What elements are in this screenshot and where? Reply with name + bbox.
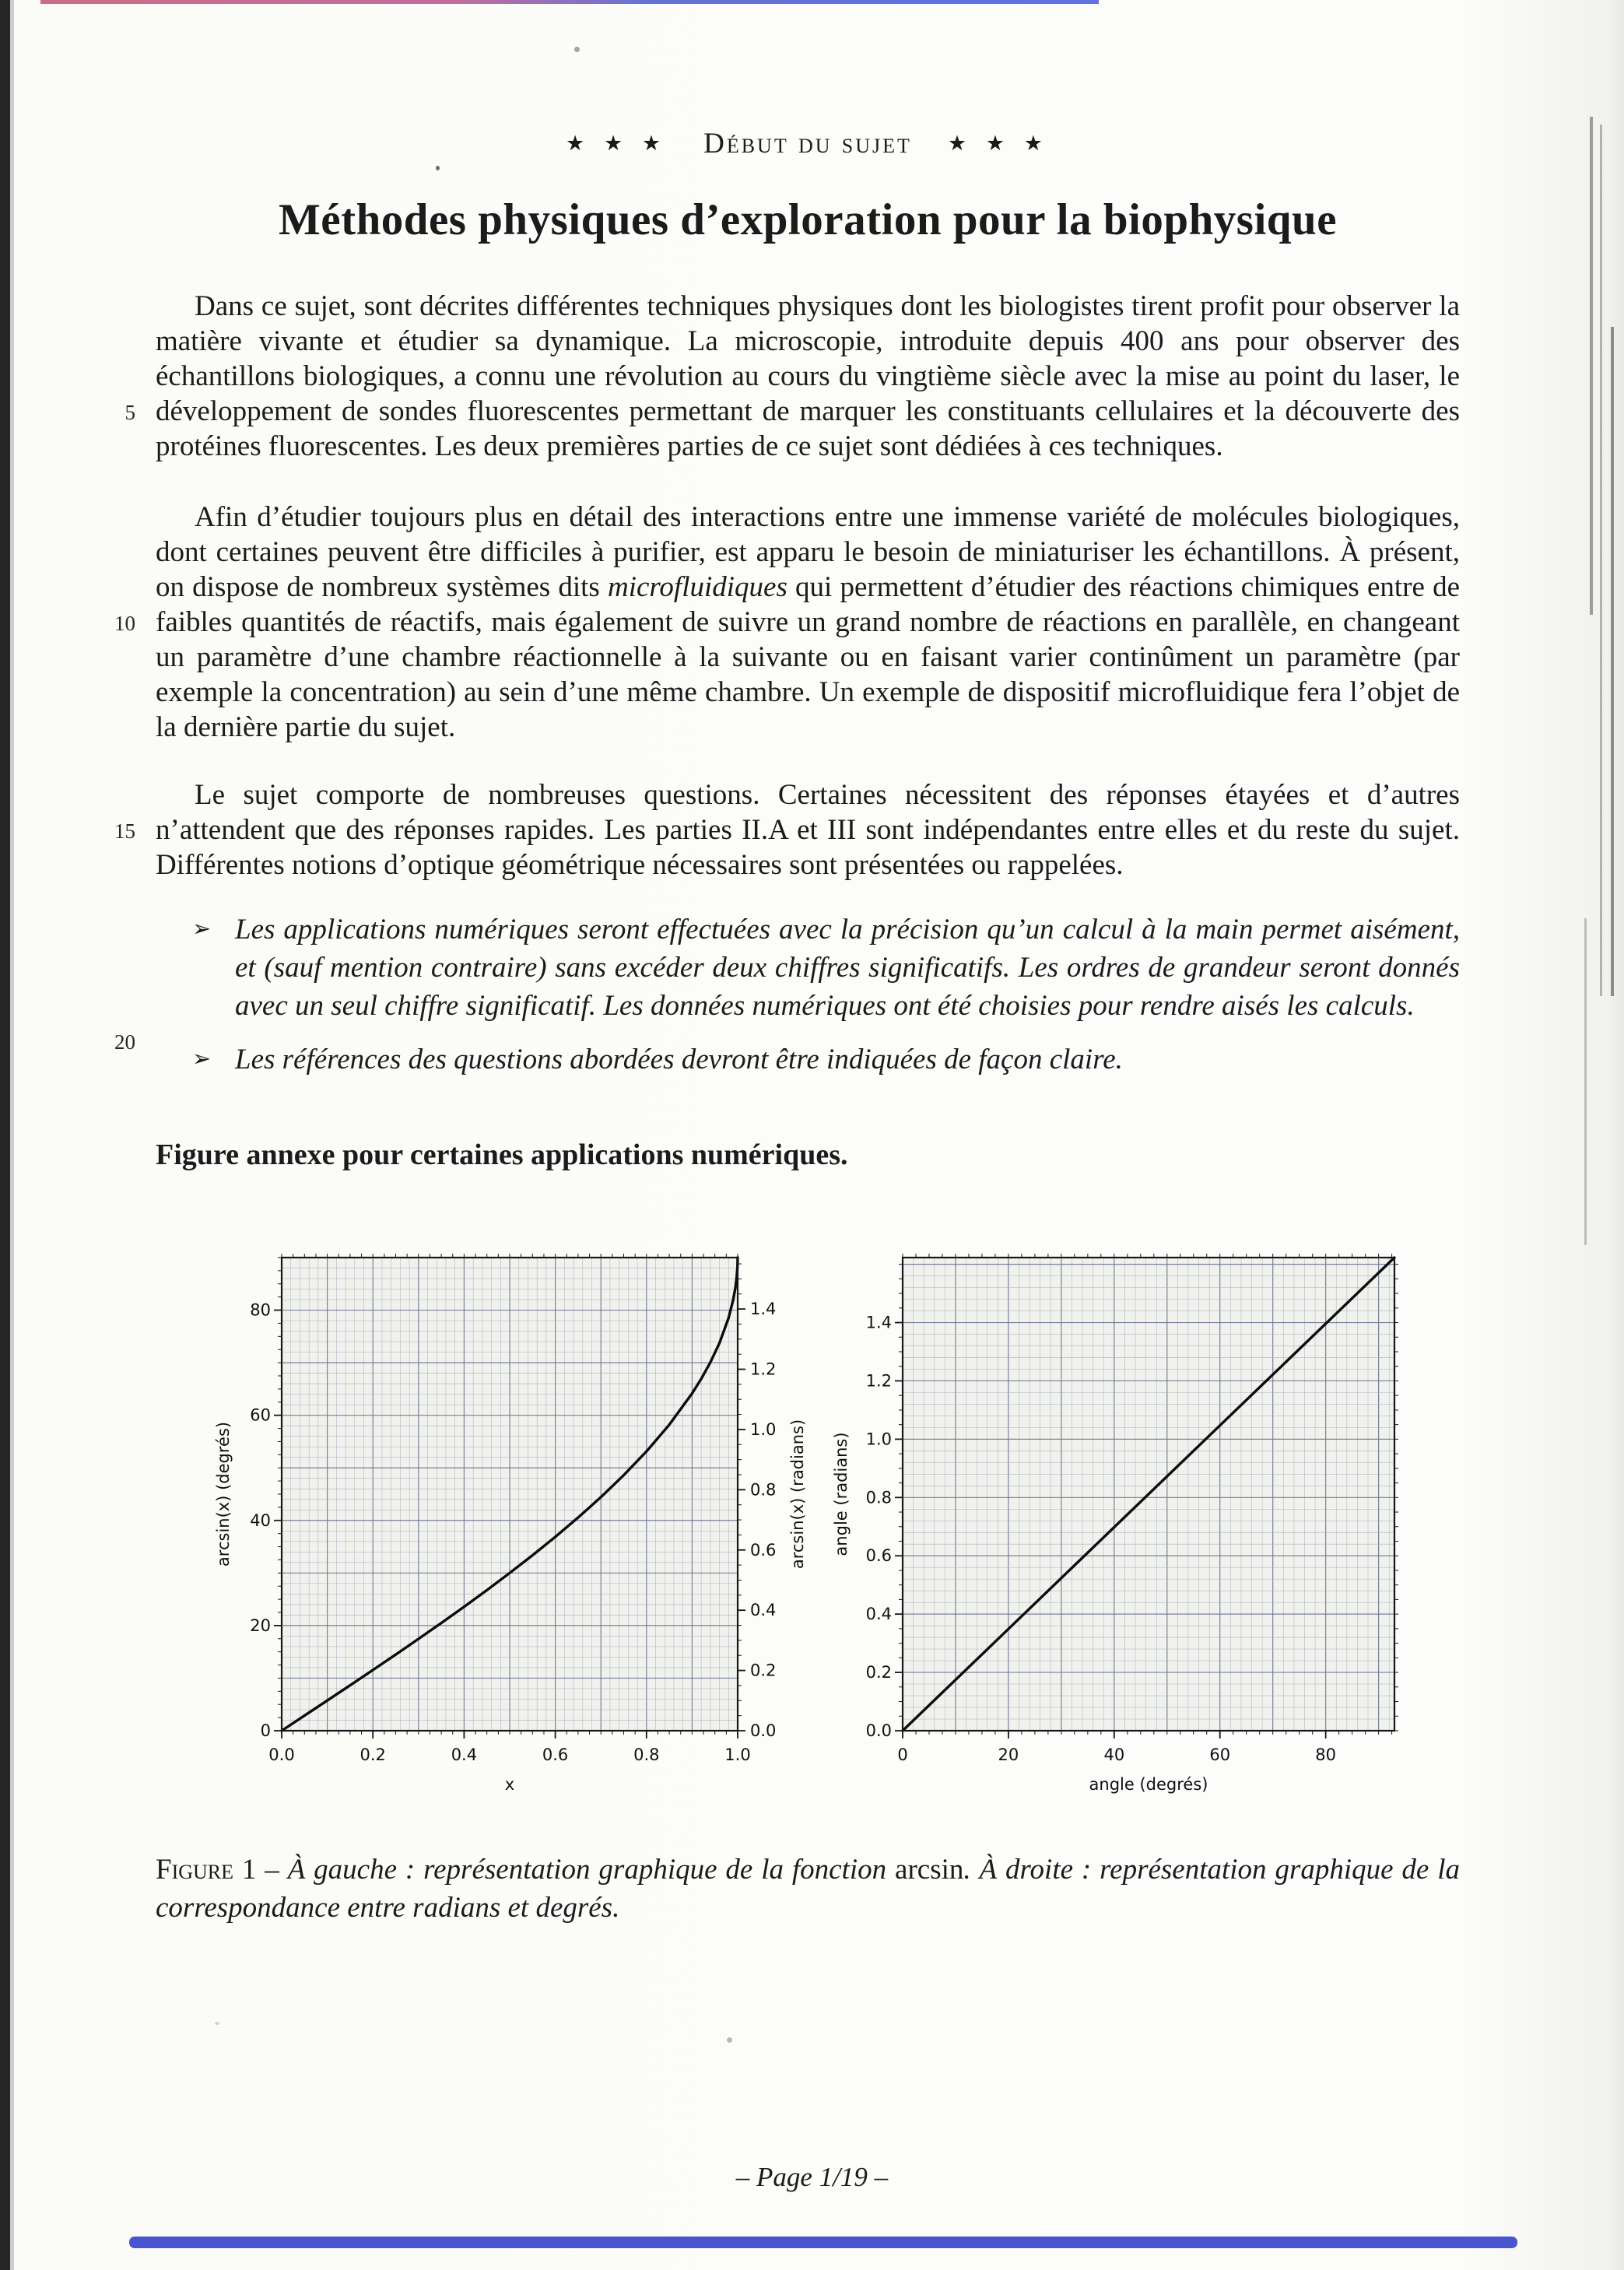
scan-speck: [727, 2037, 732, 2043]
svg-text:0.2: 0.2: [360, 1745, 386, 1764]
svg-text:0.0: 0.0: [750, 1721, 777, 1740]
arcsin-chart: [207, 1230, 822, 1816]
scan-right-streak: [1590, 117, 1593, 615]
line-number-20: 20: [114, 1030, 135, 1054]
caption-arcsin-term: arcsin: [895, 1854, 964, 1886]
svg-text:0.4: 0.4: [750, 1601, 777, 1620]
paragraph-2-text-cont: qui permettent d’étudier des réactions chimiques entre de faibles quantités de réactifs, mais également de suivre un grand nombre de réactions en parallèle, en changeant un paramètre d’une chambre réactionnelle à la suivante ou en faisant varier continûment un paramètre (par exemple la concentration) au sein d’une même chambre. Un exemple de dispositif microfluidique fera l’objet de la dernière partie du sujet.: [156, 571, 1460, 743]
stars-left-icon: ★ ★ ★: [565, 132, 668, 155]
svg-text:0.8: 0.8: [750, 1480, 777, 1500]
svg-text:0.2: 0.2: [865, 1663, 892, 1682]
bullet-item-1: [156, 910, 1460, 1025]
svg-text:arcsin(x) (degrés): arcsin(x) (degrés): [214, 1421, 233, 1567]
stars-right-icon: ★ ★ ★: [947, 132, 1051, 155]
figure-annex-heading: Figure annexe pour certaines applications numériques.: [156, 1139, 848, 1171]
subject-start-header: [156, 127, 1460, 160]
svg-text:0.8: 0.8: [633, 1745, 660, 1764]
svg-text:80: 80: [1315, 1745, 1337, 1764]
scan-bottom-blue-strip: [129, 2237, 1517, 2248]
paragraph-3: Le sujet comporte de nombreuses questions. Certaines nécessitent des réponses étayées et d’autres n’attendent que des réponses rapides. Les parties II.A et III sont indépendantes entre elles et du reste du sujet. Différentes notions d’optique géométrique nécessaires sont présentées ou rappelées.: [156, 779, 1460, 881]
scan-right-streak: [1611, 327, 1614, 996]
svg-text:0.6: 0.6: [750, 1540, 777, 1560]
arrow-bullet-icon: ➢: [192, 1047, 212, 1072]
line-number-15: 15: [114, 819, 135, 843]
svg-text:0.6: 0.6: [542, 1745, 569, 1764]
page-content: [156, 0, 1460, 1927]
svg-text:0.0: 0.0: [865, 1721, 892, 1740]
svg-text:20: 20: [250, 1616, 271, 1635]
bullet-2-text: Les références des questions abordées devront être indiquées de façon claire.: [235, 1044, 1123, 1075]
line-number-5: 5: [125, 401, 135, 424]
scan-right-streak: [1600, 125, 1602, 996]
svg-text:60: 60: [250, 1405, 271, 1425]
svg-text:80: 80: [250, 1300, 271, 1320]
document-title: Méthodes physiques d’exploration pour la biophysique: [278, 195, 1338, 244]
svg-text:1.4: 1.4: [750, 1300, 777, 1319]
svg-text:0.2: 0.2: [750, 1661, 777, 1680]
svg-text:40: 40: [1103, 1745, 1125, 1764]
paragraph-1: Dans ce sujet, sont décrites différentes techniques physiques dont les biologistes tirent profit pour observer la matière vivante et étudier sa dynamique. La microscopie, introduite depuis 400 ans pour observer des échantillons biologiques, a connu une révolution au cours du vingtième siècle avec la mise au point du laser, le développement de sondes fluorescentes permettant de marquer les constituants cellulaires et la découverte des protéines fluorescentes. Les deux premières parties de ce sujet sont dédiées à ces techniques.: [156, 290, 1460, 462]
svg-text:angle (radians): angle (radians): [832, 1432, 851, 1556]
scan-left-edge-band: [0, 0, 10, 2270]
svg-text:angle (degrés): angle (degrés): [1089, 1775, 1208, 1794]
caption-separator: –: [256, 1854, 288, 1886]
svg-text:20: 20: [998, 1745, 1019, 1764]
scan-right-streak: [1584, 918, 1587, 1245]
svg-text:1.0: 1.0: [724, 1745, 751, 1764]
paragraph-2-italic-term: microfluidiques: [607, 571, 787, 603]
figure-1-caption: [156, 1851, 1460, 1927]
scan-speck: [215, 2022, 219, 2025]
bullet-1-text: Les applications numériques seront effectuées avec la précision qu’un calcul à la main permet aisément, et (sauf mention contraire) sans excéder deux chiffres significatifs. Les ordres de grandeur seront donnés avec un seul chiffre significatif. Les données numériques ont été choisies pour rendre aisés les calculs.: [235, 914, 1460, 1022]
degrees-radians-chart: [825, 1230, 1432, 1816]
svg-text:0.4: 0.4: [865, 1605, 892, 1624]
scan-left-edge-shadow: [10, 0, 14, 2270]
figure-1: [156, 1230, 1460, 1812]
line-number-10: 10: [114, 612, 135, 635]
page-footer: – Page 1/19 –: [735, 2162, 889, 2192]
caption-italic-1: À gauche : représentation graphique de la fonction: [287, 1854, 896, 1886]
svg-text:0: 0: [897, 1745, 908, 1764]
svg-text:60: 60: [1209, 1745, 1231, 1764]
svg-text:x: x: [504, 1775, 515, 1794]
paragraph-2-text: Afin d’étudier toujours plus en détail des interactions entre une immense variété de molécules biologiques, dont certaines peuvent être difficiles à purifier, est apparu le besoin de miniaturiser les échantillons. À présent, on dispose de nombreux systèmes dits: [156, 501, 1460, 603]
caption-italic-2: . À droite : représentation graphique de la correspondance entre radians et degrés.: [156, 1854, 1461, 1924]
svg-text:0.0: 0.0: [268, 1745, 295, 1764]
svg-text:40: 40: [250, 1510, 271, 1530]
figure-label: Figure 1: [156, 1854, 257, 1886]
svg-text:0.4: 0.4: [451, 1745, 478, 1764]
svg-text:0.6: 0.6: [865, 1546, 892, 1566]
svg-text:1.0: 1.0: [750, 1419, 777, 1439]
arrow-bullet-icon: ➢: [192, 917, 212, 942]
svg-text:0.8: 0.8: [865, 1488, 892, 1507]
svg-text:arcsin(x) (radians): arcsin(x) (radians): [788, 1419, 807, 1570]
svg-text:1.0: 1.0: [865, 1430, 892, 1449]
paragraph-2: [156, 500, 1460, 745]
header-text: Début du sujet: [703, 128, 912, 160]
svg-text:1.2: 1.2: [865, 1371, 892, 1391]
svg-text:1.4: 1.4: [865, 1313, 892, 1332]
svg-text:0: 0: [260, 1721, 271, 1740]
bullet-item-2: [156, 1040, 1460, 1079]
svg-text:1.2: 1.2: [750, 1360, 777, 1379]
